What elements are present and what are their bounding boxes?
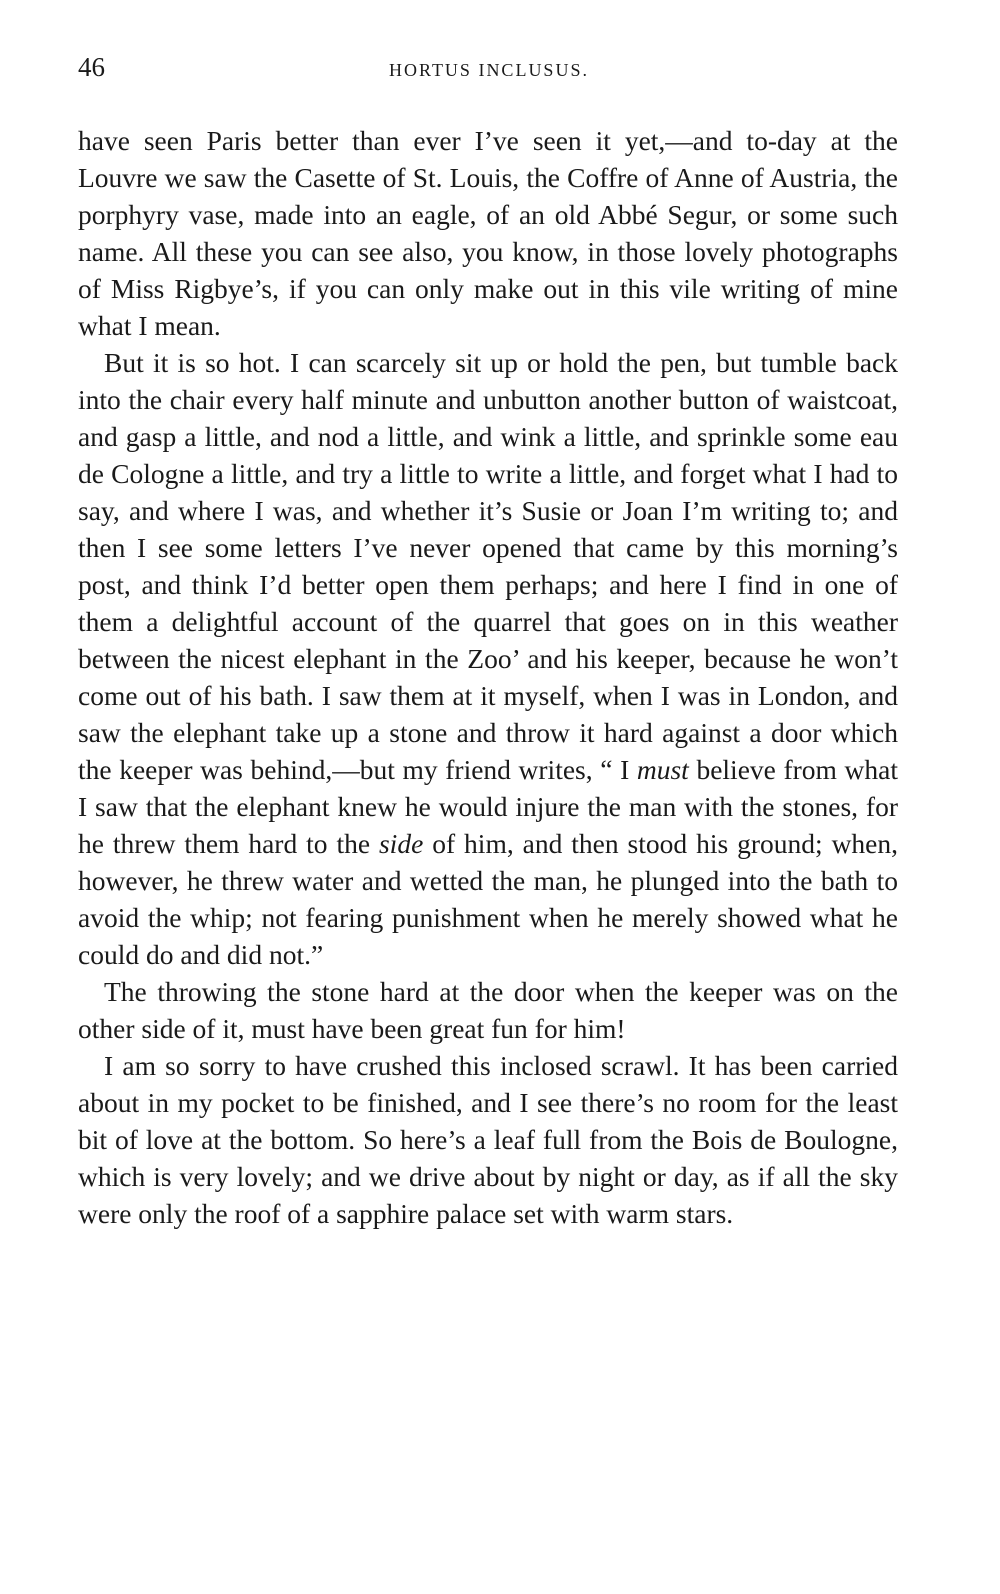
paragraph-text: of him, and then stood his ground; when, however, he threw water and wetted the man, he plunged into the bath to avoid the whip; not fearing punishment when he merely showed what he could do and did not.” (78, 828, 899, 970)
paragraph-text: But it is so hot. I can scarcely sit up or hold the pen, but tumble back into the chair every half minute and unbutton another button of waistcoat, and gasp a little, and nod a little, and wink a little, and sprinkle some eau de Cologne a little, and try a little to write a little, and forget what I had to say, and where I was, and whether it’s Susie or Joan I’m writing to; and then I see some letters I’ve never opened that came by this morning’s post, and think I’d better open them perhaps; and here I find in one of them a delightful account of the quarrel that goes on in this weather between the nicest elephant in the Zoo’ and his keeper, because he won’t come out of his bath. I saw them at it myself, when I was in London, and saw the elephant take up a stone and throw it hard against a door which the keeper was behind,—but my friend writes, “ I (78, 347, 898, 785)
paragraph-text: believe from what I saw that the elephant knew he would injure the man with the stones, for he threw them hard to the (78, 754, 899, 859)
paragraph-continued: have seen Paris better than ever I’ve seen it yet,—and to-day at the Louvre we saw the Casette of St. Louis, the Coffre of Anne of Austria, the porphyry vase, made into an eagle, of an old Abbé Segur, or some such name. All these you can see also, you know, in those lovely photographs of Miss Rigbye’s, if you can only make out in this vile writing of mine what I mean. (78, 125, 898, 341)
running-head: HORTUS INCLUSUS. (389, 60, 589, 80)
paragraph-heat-letter (78, 344, 898, 973)
body-text (78, 122, 898, 1232)
paragraph-closing: I am so sorry to have crushed this inclosed scrawl. It has been carried about in my pocket to be finished, and I see there’s no room for the least bit of love at the bottom. So here’s a leaf full from the Bois de Boulogne, which is very lovely; and we drive about by night or day, as if all the sky were only the roof of a sapphire palace set with warm stars. (78, 1050, 898, 1229)
italic-emphasis: must (636, 754, 689, 785)
italic-emphasis: side (378, 828, 424, 859)
page-header (78, 52, 900, 92)
paragraph-stone: The throwing the stone hard at the door when the keeper was on the other side of it, must have been great fun for him! (78, 976, 898, 1044)
page-number: 46 (78, 52, 105, 82)
